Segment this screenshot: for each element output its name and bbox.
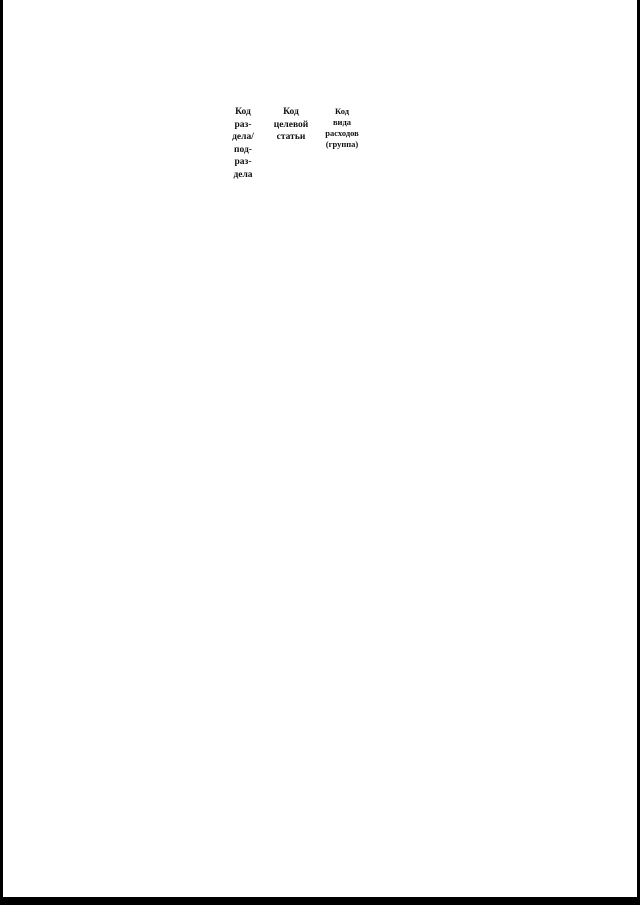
scan-border-bottom [0,897,640,905]
header-target-code: Код целевой статьи [273,107,309,142]
scan-border-left [0,0,3,905]
header-section-code: Код раз- дела/ под- раз- дела [232,107,254,180]
header-type-code: Код вида расходов (группа) [325,106,359,149]
